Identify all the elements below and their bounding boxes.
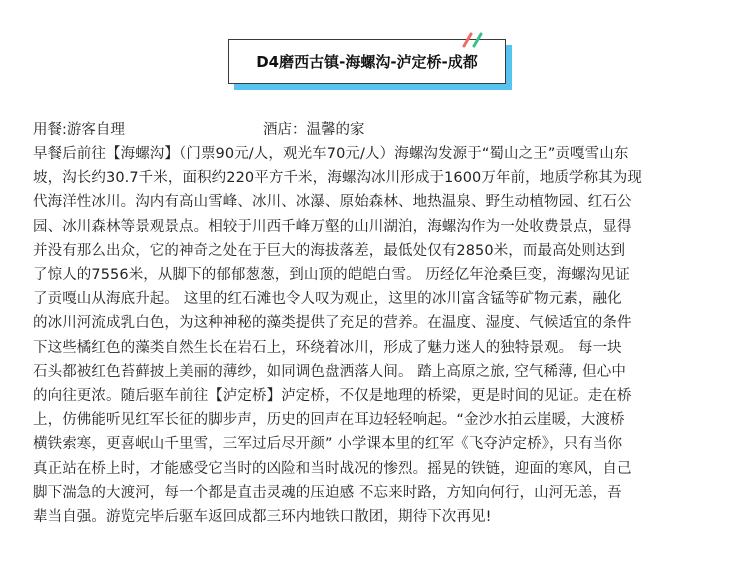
page-title: D4磨西古镇-海螺沟-泸定桥-成都 <box>256 53 478 71</box>
itinerary-line: 早餐后前往【海螺沟】（门票90元/人，观光车70元/人）海螺沟发源于“蜀山之王”贡嘎雪山东 <box>33 146 629 162</box>
hotel-info: 酒店：温馨的家 <box>263 122 365 138</box>
itinerary-line: 下这些橘红色的藻类自然生长在岩石上，环绕着冰川，形成了魅力迷人的独特景观。 每一块 <box>33 339 622 356</box>
itinerary-line: 真正站在桥上时，才能感受它当时的凶险和当时战况的惨烈。摇晃的铁链，迎面的寒风，自己 <box>33 460 632 477</box>
meals-info: 用餐:游客自理 <box>33 122 125 138</box>
itinerary-line: 的向往更浓。随后驱车前往【泸定桥】泸定桥，不仅是地理的桥梁，更是时间的见证。走在桥 <box>33 388 632 405</box>
itinerary-line: 了贡嘎山从海底升起。 这里的红石滩也令人叹为观止，这里的冰川富含锰等矿物元素，融化 <box>33 291 622 308</box>
itinerary-line: 石头都被红色苔藓披上美丽的薄纱，如同调色盘洒落人间。 踏上高原之旅, 空气稀薄, 但心中 <box>33 363 626 380</box>
deco-stroke-red <box>464 34 471 46</box>
itinerary-line: 横铁索寒，更喜岷山千里雪，三军过后尽开颜” 小学课本里的红军《飞夺泸定桥》，只有当你 <box>33 436 623 453</box>
title-decoration-icon <box>460 30 490 50</box>
deco-stroke-green <box>474 34 481 46</box>
itinerary-line: 并没有那么出众，它的神奇之处在于巨大的海拔落差，最低处仅有2850米，而最高处则达到 <box>33 242 626 259</box>
itinerary-line: 的冰川河流成乳白色，为这种神秘的藻类提供了充足的营养。在温度、湿度、气候适宜的条件 <box>33 315 632 332</box>
itinerary-line: 辈当自强。游览完毕后驱车返回成都三环内地铁口散团，期待下次再见! <box>33 509 492 526</box>
itinerary-line: 代海洋性冰川。沟内有高山雪峰、冰川、冰瀑、原始森林、地热温泉、野生动植物园、红石公 <box>33 194 632 211</box>
itinerary-line: 园、冰川森林等景观景点。相较于川西千峰万壑的山川湖泊，海螺沟作为一处收费景点，显得 <box>33 218 632 235</box>
itinerary-line: 脚下湍急的大渡河，每一个都是直击灵魂的压迫感 不忘来时路，方知向何行，山河无恙，吾 <box>33 484 622 501</box>
itinerary-line: 坡，沟长约30.7千米，面积约220平方千米，海螺沟冰川形成于1600万年前，地质学称其为现 <box>33 170 642 187</box>
itinerary-line: 了惊人的7556米，从脚下的郁郁葱葱，到山顶的皑皑白雪。 历经亿年沧桑巨变，海螺沟见证 <box>33 267 630 284</box>
itinerary-text <box>33 142 709 529</box>
itinerary-line: 上，仿佛能听见红军长征的脚步声，历史的回声在耳边轻轻响起。“金沙水拍云崖暖，大渡桥 <box>33 412 625 429</box>
